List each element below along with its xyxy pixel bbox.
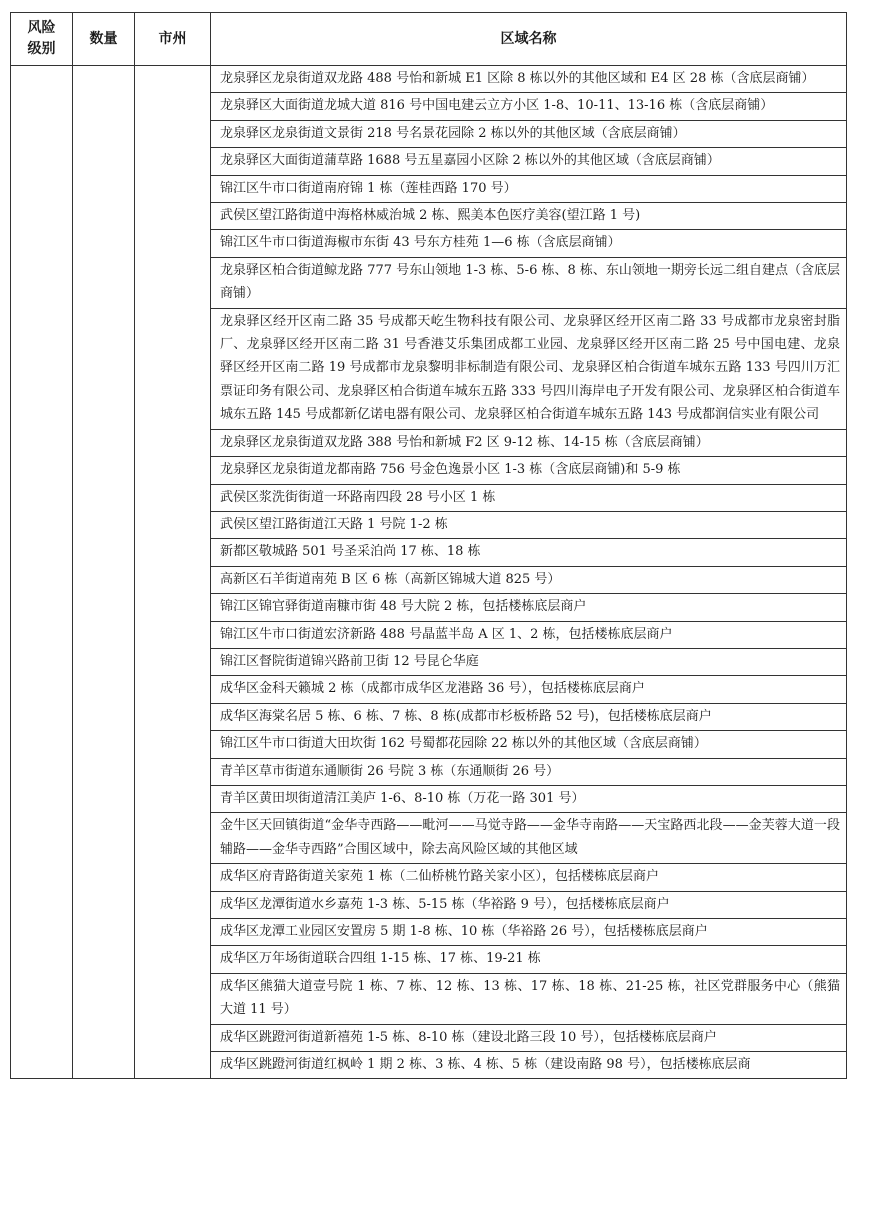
area-name-cell: 武侯区望江路街道江天路 1 号院 1-2 栋 — [211, 511, 847, 538]
area-name-cell: 金牛区天回镇街道“金华寺西路——毗河——马觉寺路——金华寺南路——天宝路西北段——金芙蓉大道一段辅路——金华寺西路”合围区域中，除去高风险区域的其他区域 — [211, 813, 847, 864]
city-cell — [135, 66, 211, 1079]
header-area-name: 区域名称 — [211, 13, 847, 66]
area-name-cell: 成华区海棠名居 5 栋、6 栋、7 栋、8 栋(成都市杉板桥路 52 号)，包括楼栋底层商户 — [211, 703, 847, 730]
area-name-cell: 成华区跳蹬河街道新禧苑 1-5 栋、8-10 栋（建设北路三段 10 号），包括楼栋底层商户 — [211, 1024, 847, 1051]
area-name-cell: 成华区跳蹬河街道红枫岭 1 期 2 栋、3 栋、4 栋、5 栋（建设南路 98 号），包括楼栋底层商 — [211, 1052, 847, 1079]
area-name-cell: 锦江区牛市口街道海椒市东街 43 号东方桂苑 1—6 栋（含底层商铺） — [211, 230, 847, 257]
area-name-cell: 成华区龙潭工业园区安置房 5 期 1-8 栋、10 栋（华裕路 26 号），包括楼栋底层商户 — [211, 919, 847, 946]
risk-area-table — [10, 12, 847, 1079]
area-name-cell: 武侯区浆洗街街道一环路南四段 28 号小区 1 栋 — [211, 484, 847, 511]
area-name-cell: 锦江区督院街道锦兴路前卫街 12 号昆仑华庭 — [211, 648, 847, 675]
area-name-cell: 武侯区望江路街道中海格林威治城 2 栋、熙美本色医疗美容(望江路 1 号) — [211, 203, 847, 230]
area-name-cell: 成华区龙潭街道水乡嘉苑 1-3 栋、5-15 栋（华裕路 9 号），包括楼栋底层商户 — [211, 891, 847, 918]
area-name-cell: 龙泉驿区经开区南二路 35 号成都天屹生物科技有限公司、龙泉驿区经开区南二路 33 号成都市龙泉密封脂厂、龙泉驿区经开区南二路 31 号香港艾乐集团成都工业园、龙泉驿区经开区南二路 25 号中国电建、龙泉驿区经开区南二路 19 号成都市龙泉黎明非标制造有限公司、龙泉驿区柏合街道车城东五路 133 号四川万汇票证印务有限公司、龙泉驿区柏合街道车城东五路 333 号四川海岸电子开发有限公司、龙泉驿区柏合街道车城东五路 145 号成都新亿诺电器有限公司、龙泉驿区柏合街道车城东五路 143 号成都润信实业有限公司 — [211, 308, 847, 429]
area-name-cell: 锦江区锦官驿街道南糠市街 48 号大院 2 栋，包括楼栋底层商户 — [211, 594, 847, 621]
header-risk-level: 风险级别 — [11, 13, 73, 66]
area-name-cell: 锦江区牛市口街道宏济新路 488 号晶蓝半岛 A 区 1、2 栋，包括楼栋底层商户 — [211, 621, 847, 648]
area-name-cell: 龙泉驿区龙泉街道双龙路 388 号怡和新城 F2 区 9-12 栋、14-15 栋（含底层商铺） — [211, 429, 847, 456]
area-name-cell: 龙泉驿区龙泉街道文景街 218 号名景花园除 2 栋以外的其他区域（含底层商铺） — [211, 120, 847, 147]
area-name-cell: 成华区熊猫大道壹号院 1 栋、7 栋、12 栋、13 栋、17 栋、18 栋、21-25 栋，社区党群服务中心（熊猫大道 11 号） — [211, 973, 847, 1024]
area-name-cell: 成华区万年场街道联合四组 1-15 栋、17 栋、19-21 栋 — [211, 946, 847, 973]
table-header-row — [11, 13, 847, 66]
area-name-cell: 龙泉驿区大面街道蒲草路 1688 号五星嘉园小区除 2 栋以外的其他区域（含底层商铺） — [211, 148, 847, 175]
area-name-cell: 青羊区黄田坝街道清江美庐 1-6、8-10 栋（万花一路 301 号） — [211, 785, 847, 812]
count-cell — [73, 66, 135, 1079]
area-name-cell: 龙泉驿区龙泉街道龙都南路 756 号金色逸景小区 1-3 栋（含底层商铺)和 5-9 栋 — [211, 457, 847, 484]
area-name-cell: 成华区府青路街道关家苑 1 栋（二仙桥桃竹路关家小区），包括楼栋底层商户 — [211, 864, 847, 891]
document-page — [10, 12, 846, 1079]
table-body — [11, 66, 847, 1079]
area-name-cell: 锦江区牛市口街道大田坎街 162 号蜀都花园除 22 栋以外的其他区域（含底层商铺） — [211, 731, 847, 758]
area-name-cell: 龙泉驿区龙泉街道双龙路 488 号怡和新城 E1 区除 8 栋以外的其他区域和 E4 区 28 栋（含底层商铺） — [211, 66, 847, 93]
header-count: 数量 — [73, 13, 135, 66]
area-name-cell: 高新区石羊街道南苑 B 区 6 栋（高新区锦城大道 825 号） — [211, 566, 847, 593]
area-name-cell: 青羊区草市街道东通顺街 26 号院 3 栋（东通顺街 26 号） — [211, 758, 847, 785]
area-name-cell: 龙泉驿区柏合街道鲸龙路 777 号东山领地 1-3 栋、5-6 栋、8 栋、东山领地一期旁长远二组自建点（含底层商铺） — [211, 257, 847, 308]
area-name-cell: 成华区金科天籁城 2 栋（成都市成华区龙港路 36 号），包括楼栋底层商户 — [211, 676, 847, 703]
area-name-cell: 龙泉驿区大面街道龙城大道 816 号中国电建云立方小区 1-8、10-11、13-16 栋（含底层商铺） — [211, 93, 847, 120]
table-row — [11, 66, 847, 93]
risk-level-cell — [11, 66, 73, 1079]
area-name-cell: 新都区敬城路 501 号圣采泊尚 17 栋、18 栋 — [211, 539, 847, 566]
area-name-cell: 锦江区牛市口街道南府锦 1 栋（莲桂西路 170 号） — [211, 175, 847, 202]
header-city: 市州 — [135, 13, 211, 66]
